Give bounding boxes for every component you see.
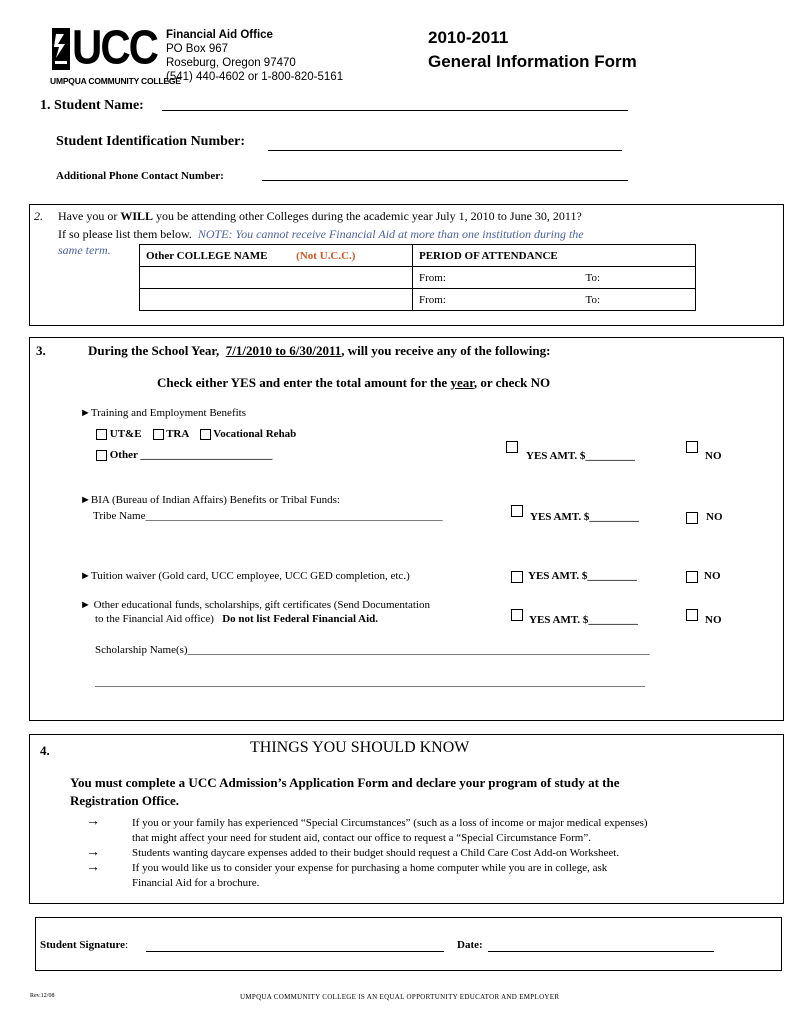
- section-3-number: 3.: [36, 343, 46, 358]
- college-name-cell[interactable]: [140, 289, 413, 311]
- know-item-3: If you would like us to consider your expense for purchasing a home computer while you are in college, ask Financial Aid for a brochure.: [132, 862, 608, 889]
- section-3-instruction: Check either YES and enter the total amount for the year, or check NO: [157, 375, 551, 390]
- student-name-label: 1. Student Name:: [40, 98, 144, 113]
- student-id-field[interactable]: [268, 150, 622, 151]
- logo-subtext: UMPQUA COMMUNITY COLLEGE: [50, 76, 181, 86]
- bia-no-checkbox[interactable]: [686, 512, 698, 524]
- student-name-field[interactable]: [162, 110, 628, 111]
- po-box: PO Box 967: [166, 43, 229, 55]
- training-label: ►Training and Employment Benefits: [80, 407, 246, 419]
- table-header-row: [140, 245, 696, 267]
- student-id-label: Student Identification Number:: [56, 134, 246, 149]
- tuition-no-checkbox[interactable]: [686, 571, 698, 583]
- tuition-yes-checkbox[interactable]: [511, 571, 523, 583]
- section-3-box: [29, 337, 784, 721]
- know-item-2: Students wanting daycare expenses added to their budget should request a Child Care Cost Add-on Worksheet.: [132, 847, 620, 859]
- bia-label: ►BIA (Bureau of Indian Affairs) Benefits or Tribal Funds:: [80, 494, 340, 506]
- training-no-checkbox[interactable]: [686, 441, 698, 453]
- training-yes-amount[interactable]: YES AMT. $_________: [526, 450, 635, 462]
- period-cell[interactable]: From: To:: [413, 267, 696, 289]
- bia-yes-amount[interactable]: YES AMT. $_________: [530, 511, 639, 523]
- section-4-title: THINGS YOU SHOULD KNOW: [250, 739, 470, 756]
- form-year: 2010-2011: [428, 28, 509, 47]
- section-2-note: If so please list them below. NOTE: You cannot receive Financial Aid at more than one institution during the: [58, 227, 584, 241]
- phone-label: Additional Phone Contact Number:: [56, 170, 224, 182]
- signature-label: Student Signature:: [40, 939, 129, 951]
- date-label: Date:: [457, 939, 483, 951]
- revision-note: Rev.12/08: [30, 993, 55, 999]
- table-row: [140, 289, 696, 311]
- training-options: UT&E TRA Vocational Rehab: [96, 428, 296, 440]
- section-2-number: 2.: [34, 209, 43, 223]
- date-field[interactable]: [488, 951, 714, 952]
- arrow-icon: →: [86, 860, 100, 875]
- training-yes-checkbox[interactable]: [506, 441, 518, 453]
- ucc-logo: [50, 19, 181, 86]
- tribe-name-field[interactable]: Tribe Name______________________________________________________: [93, 510, 443, 522]
- know-item-1: If you or your family has experienced “Special Circumstances” (such as a loss of income or major medical expenses) that might affect your need for student aid, contact our office to request a “Special Circumstance Form”.: [132, 817, 648, 844]
- scholarship-extra-line[interactable]: ____________________________________________________________________________________________________: [95, 676, 645, 688]
- office-phone: (541) 440-4602 or 1-800-820-5161: [166, 71, 344, 83]
- other-funds-yes-amount[interactable]: YES AMT. $_________: [529, 614, 638, 626]
- ute-checkbox[interactable]: [96, 429, 107, 440]
- office-address: [166, 28, 343, 84]
- bia-yes-checkbox[interactable]: [511, 505, 523, 517]
- signature-box: [35, 917, 782, 971]
- other-funds-no-label: NO: [705, 614, 722, 626]
- admission-note-cont: Registration Office.: [70, 793, 180, 808]
- arrow-icon: →: [86, 845, 100, 860]
- period-cell[interactable]: From: To:: [413, 289, 696, 311]
- period-header: PERIOD OF ATTENDANCE: [413, 245, 696, 267]
- arrow-icon: →: [86, 814, 100, 829]
- office-city: Roseburg, Oregon 97470: [166, 57, 296, 69]
- other-funds-yes-checkbox[interactable]: [511, 609, 523, 621]
- phone-field[interactable]: [262, 180, 628, 181]
- college-name-cell[interactable]: [140, 267, 413, 289]
- tuition-no-label: NO: [704, 570, 721, 582]
- scholarship-name-field[interactable]: Scholarship Name(s)____________________________________________________________________________________: [95, 644, 650, 656]
- bia-no-label: NO: [706, 511, 723, 523]
- office-name: Financial Aid Office: [166, 29, 273, 41]
- logo-mark-icon: [50, 28, 72, 70]
- logo-text: UCC: [72, 19, 157, 74]
- college-name-header: Other COLLEGE NAME (Not U.C.C.): [140, 245, 413, 267]
- other-funds-no-checkbox[interactable]: [686, 609, 698, 621]
- section-4-number: 4.: [40, 743, 50, 758]
- other-checkbox[interactable]: [96, 450, 107, 461]
- tuition-yes-amount[interactable]: YES AMT. $_________: [528, 570, 637, 582]
- signature-field[interactable]: [146, 951, 444, 952]
- training-other: Other ________________________: [96, 449, 272, 461]
- other-colleges-table: [139, 244, 696, 311]
- other-funds-label-cont: to the Financial Aid office) Do not list Federal Financial Aid.: [95, 613, 379, 625]
- form-title: General Information Form: [428, 52, 637, 71]
- section-3-intro: During the School Year, 7/1/2010 to 6/30/2011, will you receive any of the following:: [88, 343, 551, 358]
- vocational-checkbox[interactable]: [200, 429, 211, 440]
- admission-note: You must complete a UCC Admission’s Application Form and declare your program of study at the: [70, 775, 620, 790]
- eeo-statement: UMPQUA COMMUNITY COLLEGE IS AN EQUAL OPPORTUNITY EDUCATOR AND EMPLOYER: [240, 993, 560, 1001]
- training-no-label: NO: [705, 450, 722, 462]
- tuition-label: ►Tuition waiver (Gold card, UCC employee, UCC GED completion, etc.): [80, 570, 410, 582]
- tra-checkbox[interactable]: [153, 429, 164, 440]
- section-2-question: Have you or WILL you be attending other Colleges during the academic year July 1, 2010 to June 30, 2011?: [58, 209, 582, 223]
- other-funds-label: ► Other educational funds, scholarships, gift certificates (Send Documentation: [80, 599, 430, 611]
- section-2-note-cont: same term.: [58, 243, 111, 257]
- table-row: [140, 267, 696, 289]
